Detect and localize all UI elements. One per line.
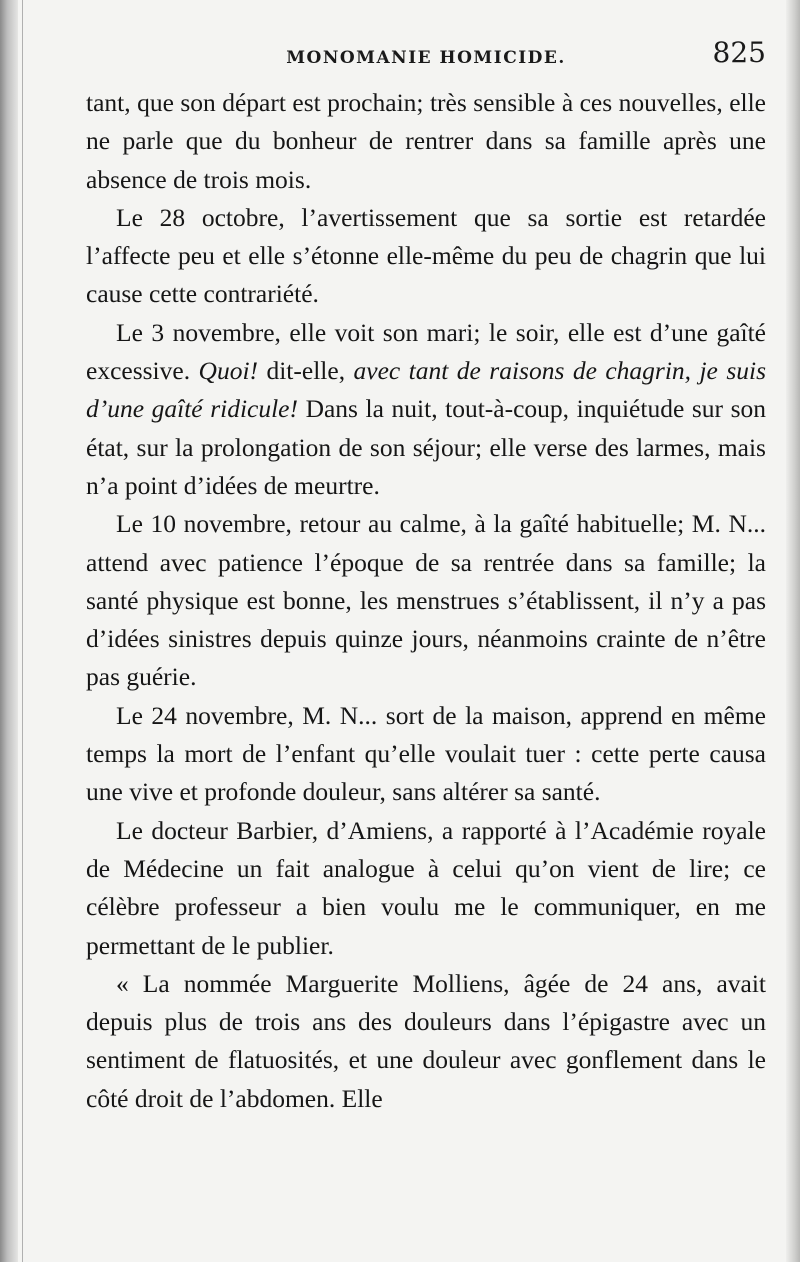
paragraph-text: Dans la nuit, tout-à-coup, inquiétude sur son état, sur la prolongation de son séjour; elle verse des larmes, mais n’a point d’idées de meurtre. — [86, 394, 766, 500]
page-header — [86, 36, 766, 80]
paragraph: Le docteur Barbier, d’Amiens, a rapporté à l’Académie royale de Médecine un fait analogue à celui qu’on vient de lire; ce célèbre professeur a bien voulu me le communiquer, en me permettant de le publier. — [86, 815, 766, 960]
paragraph: « La nommée Marguerite Molliens, âgée de 24 ans, avait depuis plus de trois ans des douleurs dans l’épigastre avec un sentiment de flatuosités, et une douleur avec gonflement dans le côté droit de l’abdomen. Elle — [86, 968, 766, 1113]
paragraph: Le 24 novembre, M. N... sort de la maison, apprend en même temps la mort de l’enfant qu’elle voulait tuer : cette perte causa une vive et profonde douleur, sans altérer sa santé. — [86, 700, 766, 807]
paragraph-text: dit-elle, — [258, 356, 354, 386]
page-binding-shadow — [0, 0, 18, 1262]
page-number: 825 — [712, 36, 766, 69]
body-text — [86, 84, 766, 1118]
paragraph-text: Le 3 novembre, elle voit son mari; le soir, elle est d’une gaîté excessive. — [86, 317, 766, 386]
page-spine-line — [22, 0, 23, 1262]
running-head: MONOMANIE HOMICIDE. — [286, 48, 566, 68]
paragraph: Le 28 octobre, l’avertissement que sa sortie est retardée l’affecte peu et elle s’étonne elle-même du peu de chagrin que lui cause cette contrariété. — [86, 202, 766, 309]
italic-quote: Quoi! — [198, 356, 259, 386]
paragraph: Le 10 novembre, retour au calme, à la gaîté habituelle; M. N... attend avec patience l’époque de sa rentrée dans sa famille; la santé physique est bonne, les menstrues s’établissent, il n’y a pas d’idées sinistres depuis quinze jours, néanmoins crainte de n’être pas guérie. — [86, 509, 766, 692]
page-right-edge — [786, 0, 800, 1262]
paragraph: tant, que son départ est prochain; très sensible à ces nouvelles, elle ne parle que du bonheur de rentrer dans sa famille après une absence de trois mois. — [86, 88, 766, 194]
paragraph-with-quote — [86, 314, 766, 505]
italic-quote: avec tant de raisons de chagrin, je suis d’une gaîté ridicule! — [86, 356, 767, 424]
